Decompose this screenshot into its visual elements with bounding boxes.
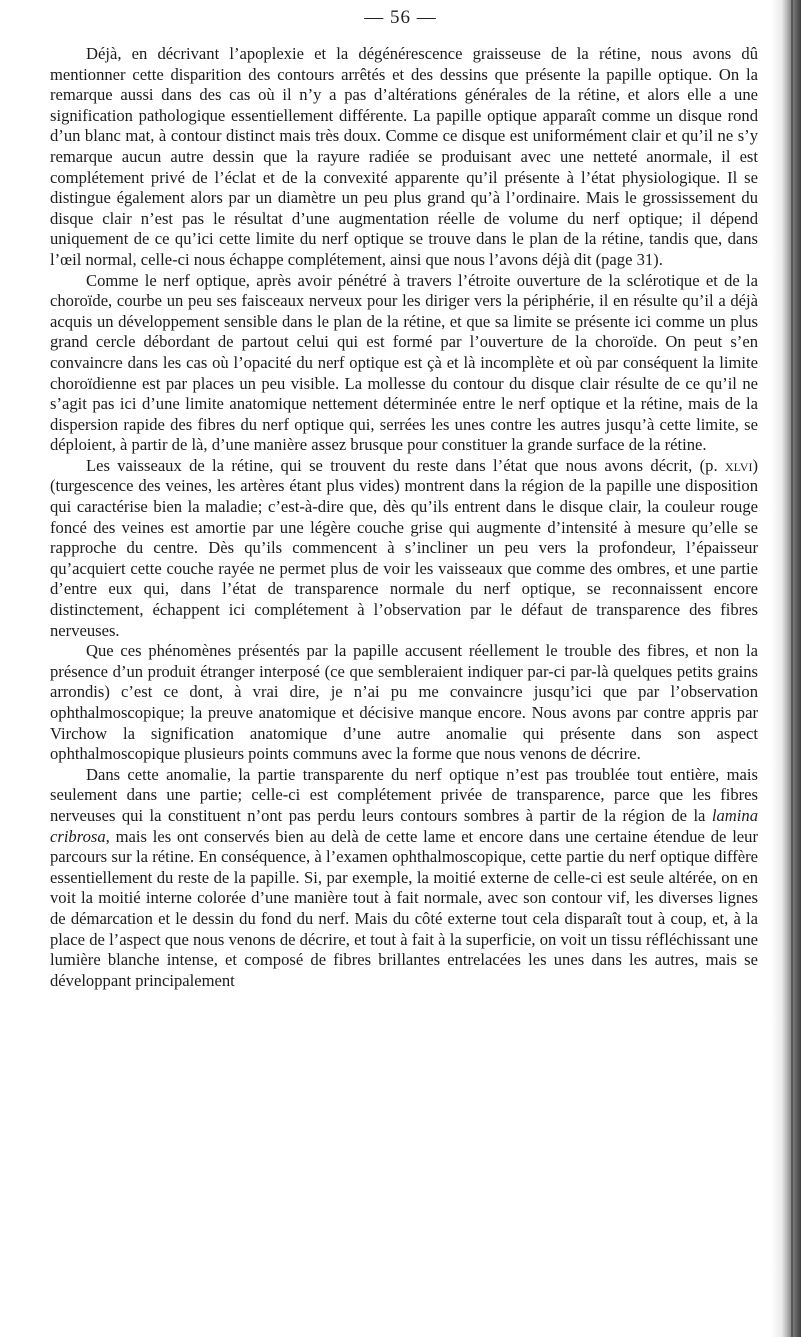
page-number: — 56 —: [364, 7, 437, 28]
body-text: [50, 44, 758, 991]
paragraph: [50, 271, 758, 456]
binding-shadow: [771, 0, 801, 1337]
text-run: , mais les ont conservés bien au delà de cette lame et encore dans une certaine étendue de leur parcours sur la rétine. En conséquence, à l’examen ophthalmoscopique, cette partie du nerf optique diffère essentiellement du reste de la papille. Si, par exemple, la moitié externe de celle-ci est seule altérée, on en voit la moitié interne colorée d’une manière tout à fait normale, avec son contour vif, les diverses lignes de démarcation et le dessin du fond du nerf. Mais du côté externe tout cela disparaît tout à coup, et, à la place de l’aspect que nous venons de décrire, et tout à fait à la superficie, on voit un tissu réfléchissant une lumière blanche intense, et composé de fibres brillantes entrelacées les unes dans les autres, mais se développant principalement: [50, 826, 758, 990]
binding-edge: [791, 0, 793, 1337]
text-run: Que ces phénomènes présentés par la papille accusent réellement le trouble des fibres, et non la présence d’un produit étranger interposé (ce que sembleraient indiquer par-ci par-là quelques petits grains arrondis) c’est ce dont, à vrai dire, je n’ai pu me convaincre jusqu’ici que par l’observation ophthalmoscopique; la preuve anatomique et décisive manque encore. Nous avons par contre appris par Virchow la signification anatomique d’une autre anomalie qui présente dans son aspect ophthalmoscopique plusieurs points communs avec la forme que nous venons de décrire.: [50, 641, 758, 764]
paragraph: [50, 641, 758, 765]
text-run: ) (turgescence des veines, les artères étant plus vides) montrent dans la région de la papille une disposition qui caractérise bien la maladie; c’est-à-dire que, dès qu’ils entrent dans le disque clair, la couleur rouge foncé des veines est amortie par une légère couche grise qui augmente d’intensité à mesure qu’elle se rapproche du centre. Dès qu’ils commencent à s’incliner un peu vers la profondeur, l’épaisseur qu’acquiert cette couche rayée ne permet plus de voir les vaisseaux que comme des ombres, et une partie d’entre eux qui, dans l’état de transparence normale du nerf optique, se reconnaissent encore distinctement, échappent ici complétement à l’observation par le défaut de transparence des fibres nerveuses.: [50, 455, 758, 640]
paragraph: [50, 44, 758, 271]
paragraph: [50, 456, 758, 641]
latin-term: lamina cribrosa: [50, 805, 758, 846]
text-run: Les vaisseaux de la rétine, qui se trouvent du reste dans l’état que nous avons décrit, (p.: [86, 455, 725, 475]
page-reference-roman: xlvi: [724, 455, 753, 475]
text-run: Dans cette anomalie, la partie transparente du nerf optique n’est pas troublée tout entière, mais seulement dans une partie; celle-ci est complétement privée de transparence, parce que les fibres nerveuses qui la constituent n’ont pas perdu leurs contours sombres à partir de la région de la: [50, 764, 758, 825]
text-run: Déjà, en décrivant l’apoplexie et la dégénérescence graisseuse de la rétine, nous avons dû mentionner cette disparition des contours arrêtés et des dessins que présente la papille optique. On la remarque aussi dans des cas où il n’y a pas d’altérations générales de la rétine, et alors elle a une signification pathologique essentiellement différente. La papille optique apparaît comme un disque rond d’un blanc mat, à contour distinct mais très doux. Comme ce disque est uniformément clair et qu’il ne s’y remarque aucun autre dessin que la rayure radiée se produisant avec une netteté anormale, il est complétement privé de l’éclat et de la convexité apparente qu’il présente à l’état physiologique. Il se distingue également alors par un diamètre un peu plus grand qu’à l’ordinaire. Mais le grossissement du disque clair n’est pas le résultat d’une augmentation réelle de volume du nerf optique; il dépend uniquement de ce qu’ici cette limite du nerf optique se trouve dans le plan de la rétine, tandis que, dans l’œil normal, celle-ci nous échappe complétement, ainsi que nous l’avons déjà dit (page 31).: [50, 44, 758, 269]
paragraph: [50, 765, 758, 992]
text-run: Comme le nerf optique, après avoir pénétré à travers l’étroite ouverture de la sclérotique et de la choroïde, courbe un peu ses faisceaux nerveux pour les diriger vers la périphérie, il en résulte qu’il a déjà acquis un développement sensible dans le plan de la rétine, et que sa limite se présente ici comme un plus grand cercle débordant de partout celui qui est formé par l’ouverture de la choroïde. On peut s’en convaincre dans les cas où l’opacité du nerf optique est çà et là incomplète et où par conséquent la limite choroïdienne est par places un peu visible. La mollesse du contour du disque clair résulte de ce qu’il ne s’agit pas ici d’une limite anatomique nettement déterminée entre le nerf optique et la rétine, mais de la dispersion rapide des fibres du nerf optique qui, serrées les unes contre les autres jusqu’à cette limite, se déploient, à partir de là, d’une manière assez brusque pour constituer la grande surface de la rétine.: [50, 270, 758, 455]
